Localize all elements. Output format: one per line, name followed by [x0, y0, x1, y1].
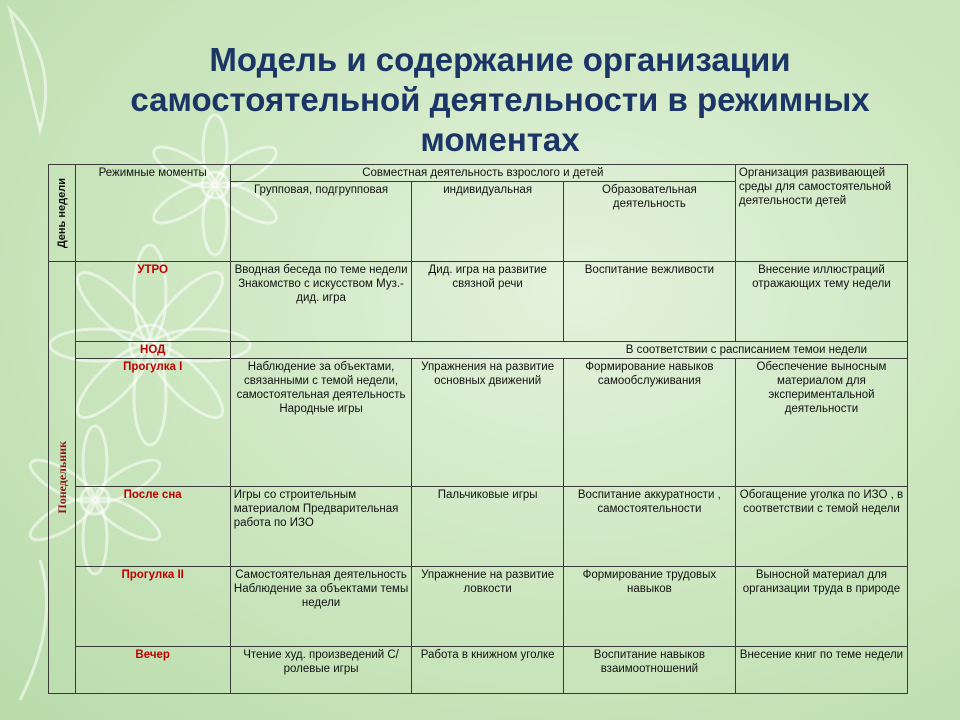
- schedule-table: [48, 164, 908, 694]
- merged-cell: В соответствии с расписанием темои недели: [230, 342, 907, 359]
- individual-cell: Работа в книжном уголке: [412, 647, 563, 694]
- table-row: [49, 262, 908, 342]
- header-day-label: День недели: [55, 177, 68, 249]
- table-row: [49, 567, 908, 647]
- header-group: Групповая, подгрупповая: [230, 182, 412, 262]
- individual-cell: Пальчиковые игры: [412, 487, 563, 567]
- educational-cell: Формирование трудовых навыков: [563, 567, 735, 647]
- group-cell: Игры со строительным материалом Предварительная работа по ИЗО: [230, 487, 412, 567]
- moment-cell: УТРО: [75, 262, 230, 342]
- header-moments: Режимные моменты: [75, 165, 230, 262]
- environment-cell: Внесение книг по теме недели: [735, 647, 907, 694]
- moment-cell: Вечер: [75, 647, 230, 694]
- environment-cell: Обеспечение выносным материалом для экспериментальной деятельности: [735, 359, 907, 487]
- table-row: [49, 487, 908, 567]
- group-cell: Чтение худ. произведений С/ролевые игры: [230, 647, 412, 694]
- table-row: [49, 359, 908, 487]
- group-cell: Наблюдение за объектами, связанными с темой недели, самостоятельная деятельность Народные игры: [230, 359, 412, 487]
- day-cell: [49, 262, 76, 694]
- moment-cell: После сна: [75, 487, 230, 567]
- individual-cell: Упражнение на развитие ловкости: [412, 567, 563, 647]
- header-day-of-week: [49, 165, 76, 262]
- educational-cell: Воспитание аккуратности , самостоятельности: [563, 487, 735, 567]
- environment-cell: Обогащение уголка по ИЗО , в соответствии с темой недели: [735, 487, 907, 567]
- header-environment: Организация развивающей среды для самостоятельной деятельности детей: [735, 165, 907, 262]
- educational-cell: Формирование навыков самообслуживания: [563, 359, 735, 487]
- moment-cell: НОД: [75, 342, 230, 359]
- header-joint-activity: Совместная деятельность взрослого и детей: [230, 165, 735, 182]
- group-cell: Самостоятельная деятельность Наблюдение за объектами темы недели: [230, 567, 412, 647]
- educational-cell: Воспитание навыков взаимоотношений: [563, 647, 735, 694]
- table-row: [49, 342, 908, 359]
- page-title: Модель и содержание организации самостоятельной деятельности в режимных моментах: [130, 41, 870, 158]
- individual-cell: Дид. игра на развитие связной речи: [412, 262, 563, 342]
- header-individual: индивидуальная: [412, 182, 563, 262]
- table-row: [49, 647, 908, 694]
- environment-cell: Выносной материал для организации труда в природе: [735, 567, 907, 647]
- day-name: Понедельник: [54, 441, 69, 514]
- header-educational: Образовательная деятельность: [563, 182, 735, 262]
- moment-cell: Прогулка I: [75, 359, 230, 487]
- moment-cell: Прогулка II: [75, 567, 230, 647]
- educational-cell: Воспитание вежливости: [563, 262, 735, 342]
- environment-cell: Внесение иллюстраций отражающих тему недели: [735, 262, 907, 342]
- individual-cell: Упражнения на развитие основных движений: [412, 359, 563, 487]
- group-cell: Вводная беседа по теме недели Знакомство с искусством Муз.- дид. игра: [230, 262, 412, 342]
